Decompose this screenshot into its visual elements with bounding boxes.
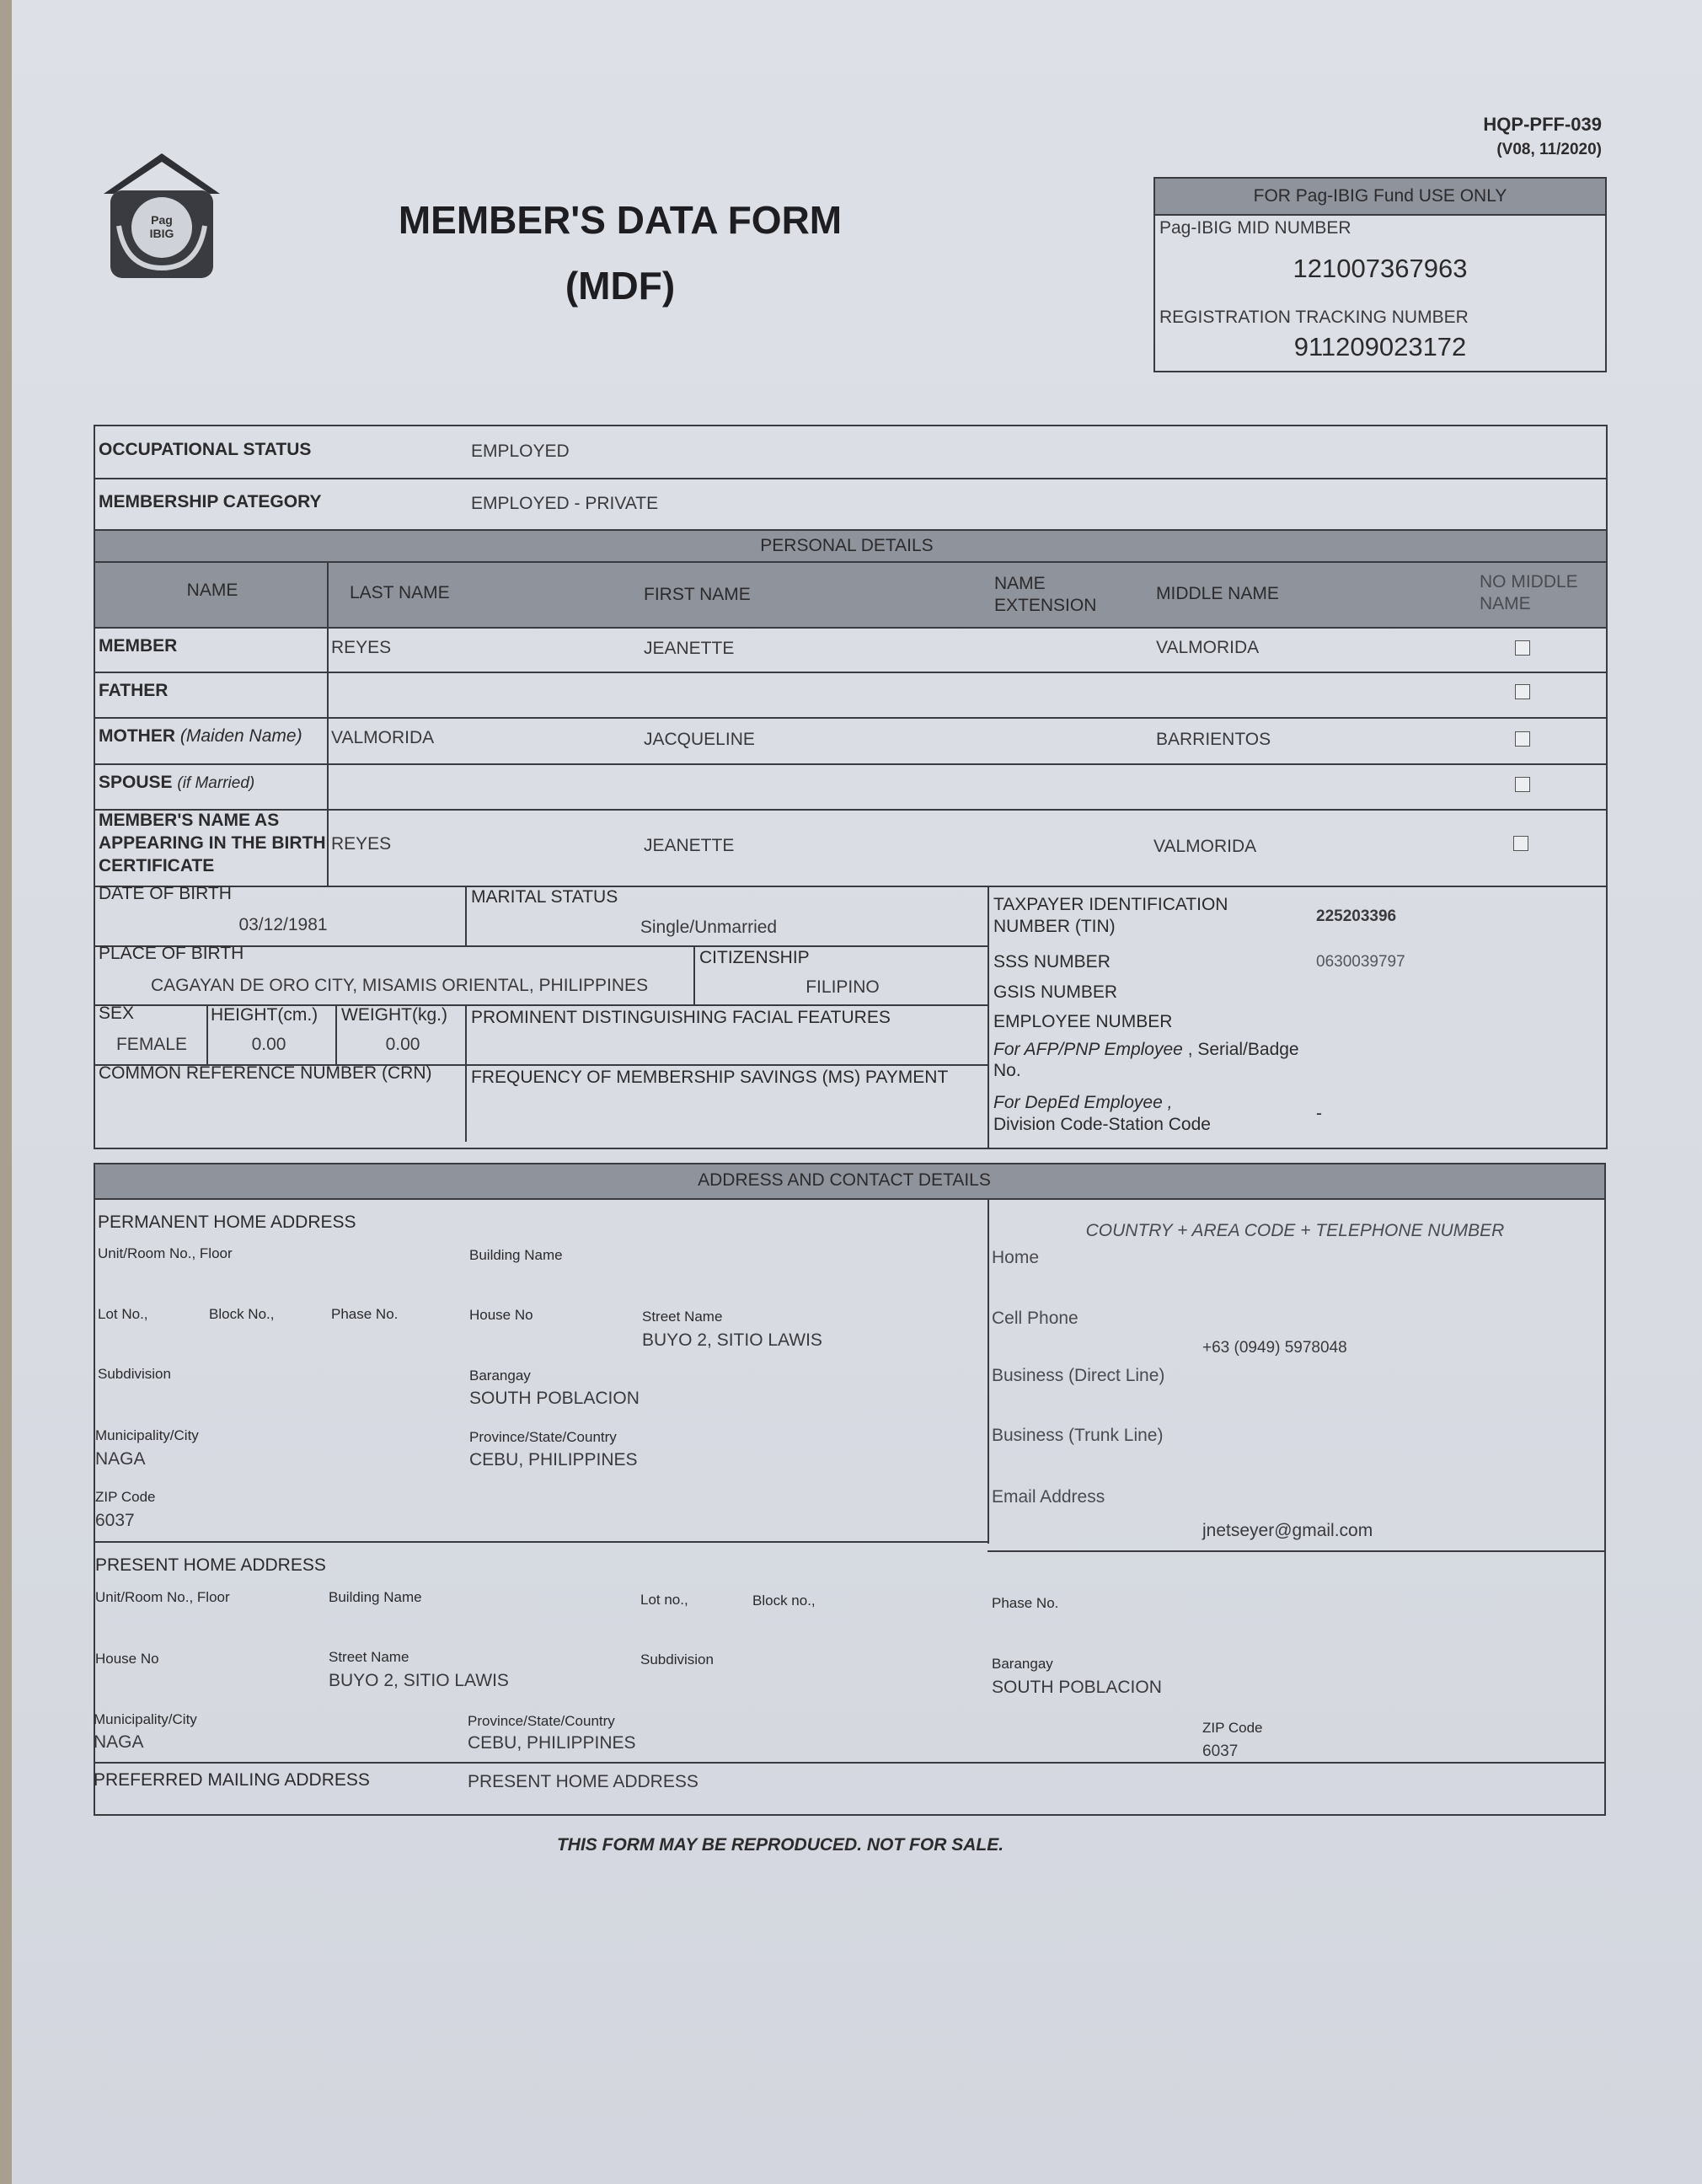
p-city-value: NAGA: [94, 1732, 144, 1752]
employee-number-label: EMPLOYEE NUMBER: [993, 1012, 1173, 1031]
birth-cert-label-1: MEMBER'S NAME AS: [99, 811, 280, 830]
business-trunk-label: Business (Trunk Line): [992, 1426, 1164, 1445]
email-value: jnetseyer@gmail.com: [1202, 1521, 1373, 1540]
form-version: (V08, 11/2020): [1496, 141, 1602, 158]
col-no-middle-1: NO MIDDLE: [1480, 572, 1578, 592]
perm-address-label: PERMANENT HOME ADDRESS: [98, 1212, 356, 1232]
birth-cert-first: JEANETTE: [644, 836, 735, 855]
mailing-label: PREFERRED MAILING ADDRESS: [94, 1770, 370, 1790]
citizenship-value: FILIPINO: [806, 977, 880, 997]
deped-value: -: [1316, 1104, 1322, 1123]
deped-division-label: Division Code-Station Code: [993, 1115, 1211, 1134]
afp-rest: , Serial/Badge: [1182, 1040, 1299, 1059]
lot-label: Lot No.,: [98, 1306, 148, 1322]
sex-value: FEMALE: [115, 1035, 188, 1054]
col-name-extension-1: NAME: [994, 574, 1046, 593]
member-last: REYES: [331, 638, 392, 657]
height-label: HEIGHT(cm.): [211, 1005, 318, 1025]
p-street-value: BUYO 2, SITIO LAWIS: [329, 1671, 509, 1690]
occupational-status-value: EMPLOYED: [471, 442, 570, 461]
p-subdivision-label: Subdivision: [640, 1651, 714, 1667]
mother-last: VALMORIDA: [331, 728, 435, 747]
membership-category-label: MEMBERSHIP CATEGORY: [99, 492, 322, 511]
zip-value: 6037: [95, 1511, 135, 1530]
crn-label: COMMON REFERENCE NUMBER (CRN): [99, 1063, 432, 1083]
mid-value: 121007367963: [1293, 254, 1468, 283]
col-first-name: FIRST NAME: [644, 585, 751, 604]
tin-value: 225203396: [1316, 907, 1397, 925]
form-subtitle: (MDF): [565, 264, 676, 308]
p-province-value: CEBU, PHILIPPINES: [468, 1733, 636, 1753]
row-father-label: FATHER: [99, 681, 169, 700]
mother-note: (Maiden Name): [179, 726, 302, 746]
col-name-extension-2: EXTENSION: [994, 596, 1097, 615]
weight-label: WEIGHT(kg.): [341, 1005, 447, 1025]
barangay-value: SOUTH POBLACION: [469, 1389, 640, 1408]
cell-phone-value: +63 (0949) 5978048: [1202, 1339, 1347, 1357]
spouse-no-middle-checkbox[interactable]: [1515, 777, 1530, 792]
svg-text:IBIG: IBIG: [149, 227, 174, 240]
sss-value: 0630039797: [1316, 953, 1405, 971]
rtn-label: REGISTRATION TRACKING NUMBER: [1159, 308, 1469, 327]
barangay-label: Barangay: [469, 1368, 531, 1384]
sex-label: SEX: [99, 1004, 135, 1023]
mailing-value: PRESENT HOME ADDRESS: [468, 1772, 698, 1791]
p-unit-label: Unit/Room No., Floor: [95, 1589, 230, 1605]
zip-label: ZIP Code: [95, 1489, 156, 1505]
member-no-middle-checkbox[interactable]: [1515, 640, 1530, 656]
dob-value: 03/12/1981: [238, 915, 328, 934]
member-first: JEANETTE: [644, 639, 735, 658]
citizenship-label: CITIZENSHIP: [699, 948, 810, 967]
pob-label: PLACE OF BIRTH: [99, 944, 244, 963]
tin-label-1: TAXPAYER IDENTIFICATION: [993, 895, 1228, 914]
p-block-label: Block no.,: [752, 1592, 816, 1609]
features-label: PROMINENT DISTINGUISHING FACIAL FEATURES: [471, 1008, 891, 1027]
col-name: NAME: [186, 581, 238, 600]
block-label: Block No.,: [209, 1306, 275, 1322]
marital-value: Single/Unmarried: [640, 918, 778, 937]
phase-label: Phase No.: [331, 1306, 399, 1322]
membership-category-value: EMPLOYED - PRIVATE: [471, 494, 659, 513]
spouse-note: (if Married): [177, 774, 255, 792]
home-phone-label: Home: [992, 1248, 1040, 1267]
height-value: 0.00: [251, 1035, 286, 1054]
svg-text:Pag: Pag: [151, 213, 173, 227]
form-code: HQP-PFF-039: [1483, 114, 1602, 135]
business-direct-label: Business (Direct Line): [992, 1366, 1165, 1385]
dob-label: DATE OF BIRTH: [99, 884, 232, 903]
subdivision-label: Subdivision: [98, 1366, 171, 1382]
city-label: Municipality/City: [95, 1427, 199, 1443]
birth-cert-label-3: CERTIFICATE: [99, 856, 215, 875]
personal-details-heading: PERSONAL DETAILS: [760, 536, 934, 555]
col-middle-name: MIDDLE NAME: [1156, 584, 1279, 603]
email-label: Email Address: [992, 1487, 1105, 1507]
street-value: BUYO 2, SITIO LAWIS: [642, 1330, 822, 1350]
marital-label: MARITAL STATUS: [471, 887, 618, 907]
province-value: CEBU, PHILIPPINES: [469, 1450, 638, 1469]
occupational-status-label: OCCUPATIONAL STATUS: [99, 440, 312, 459]
p-phase-label: Phase No.: [992, 1595, 1059, 1611]
weight-value: 0.00: [385, 1035, 420, 1054]
birth-cert-label-2: APPEARING IN THE BIRTH: [99, 833, 326, 853]
pob-value: CAGAYAN DE ORO CITY, MISAMIS ORIENTAL, PHILIPPINES: [151, 976, 649, 995]
footer-note: THIS FORM MAY BE REPRODUCED. NOT FOR SALE.: [556, 1835, 1004, 1855]
pag-ibig-logo: [100, 150, 223, 281]
row-spouse-label: [99, 773, 254, 793]
form-title: MEMBER'S DATA FORM: [398, 198, 843, 242]
spouse-label: SPOUSE: [99, 773, 173, 792]
address-heading: ADDRESS AND CONTACT DETAILS: [698, 1170, 991, 1190]
p-lot-label: Lot no.,: [640, 1592, 688, 1608]
frequency-label: FREQUENCY OF MEMBERSHIP SAVINGS (MS) PAYMENT: [471, 1068, 949, 1087]
mother-no-middle-checkbox[interactable]: [1515, 731, 1530, 747]
mother-label: MOTHER: [99, 726, 175, 746]
row-mother-label: [99, 726, 302, 747]
cell-phone-label: Cell Phone: [992, 1309, 1078, 1328]
rtn-value: 911209023172: [1293, 332, 1467, 361]
afp-italic: For AFP/PNP Employee: [993, 1040, 1183, 1059]
address-table: [94, 1163, 1606, 1816]
unit-label: Unit/Room No., Floor: [98, 1245, 233, 1261]
present-address-label: PRESENT HOME ADDRESS: [95, 1555, 326, 1575]
p-street-label: Street Name: [329, 1649, 409, 1665]
col-last-name: LAST NAME: [350, 583, 450, 602]
birth-cert-last: REYES: [331, 834, 392, 854]
row-member-label: MEMBER: [99, 636, 178, 656]
building-label: Building Name: [469, 1247, 563, 1263]
deped-label: For DepEd Employee ,: [993, 1093, 1173, 1112]
p-zip-value: 6037: [1202, 1742, 1239, 1760]
afp-no-label: No.: [993, 1061, 1021, 1080]
afp-label: [993, 1040, 1299, 1060]
house-label: House No: [469, 1307, 533, 1323]
fund-box-heading: FOR Pag-IBIG Fund USE ONLY: [1253, 186, 1507, 206]
col-no-middle-2: NAME: [1480, 594, 1531, 613]
mother-middle: BARRIENTOS: [1156, 730, 1271, 749]
p-house-label: House No: [95, 1651, 159, 1667]
p-barangay-label: Barangay: [992, 1656, 1053, 1672]
city-value: NAGA: [95, 1449, 146, 1469]
birth-cert-middle: VALMORIDA: [1153, 837, 1257, 856]
p-zip-label: ZIP Code: [1202, 1720, 1263, 1736]
province-label: Province/State/Country: [469, 1429, 617, 1445]
birth-cert-no-middle-checkbox[interactable]: [1513, 836, 1528, 851]
sss-label: SSS NUMBER: [993, 952, 1111, 972]
gsis-label: GSIS NUMBER: [993, 982, 1118, 1002]
street-label: Street Name: [642, 1309, 723, 1325]
p-province-label: Province/State/Country: [468, 1713, 615, 1729]
paper-edge: [0, 0, 12, 2184]
mid-label: Pag-IBIG MID NUMBER: [1159, 218, 1351, 238]
mother-first: JACQUELINE: [644, 730, 755, 749]
member-middle: VALMORIDA: [1156, 638, 1260, 657]
tin-label-2: NUMBER (TIN): [993, 917, 1116, 936]
contact-heading: COUNTRY + AREA CODE + TELEPHONE NUMBER: [1085, 1221, 1505, 1240]
father-no-middle-checkbox[interactable]: [1515, 684, 1530, 699]
p-barangay-value: SOUTH POBLACION: [992, 1678, 1162, 1697]
p-building-label: Building Name: [329, 1589, 422, 1605]
p-city-label: Municipality/City: [94, 1711, 197, 1727]
